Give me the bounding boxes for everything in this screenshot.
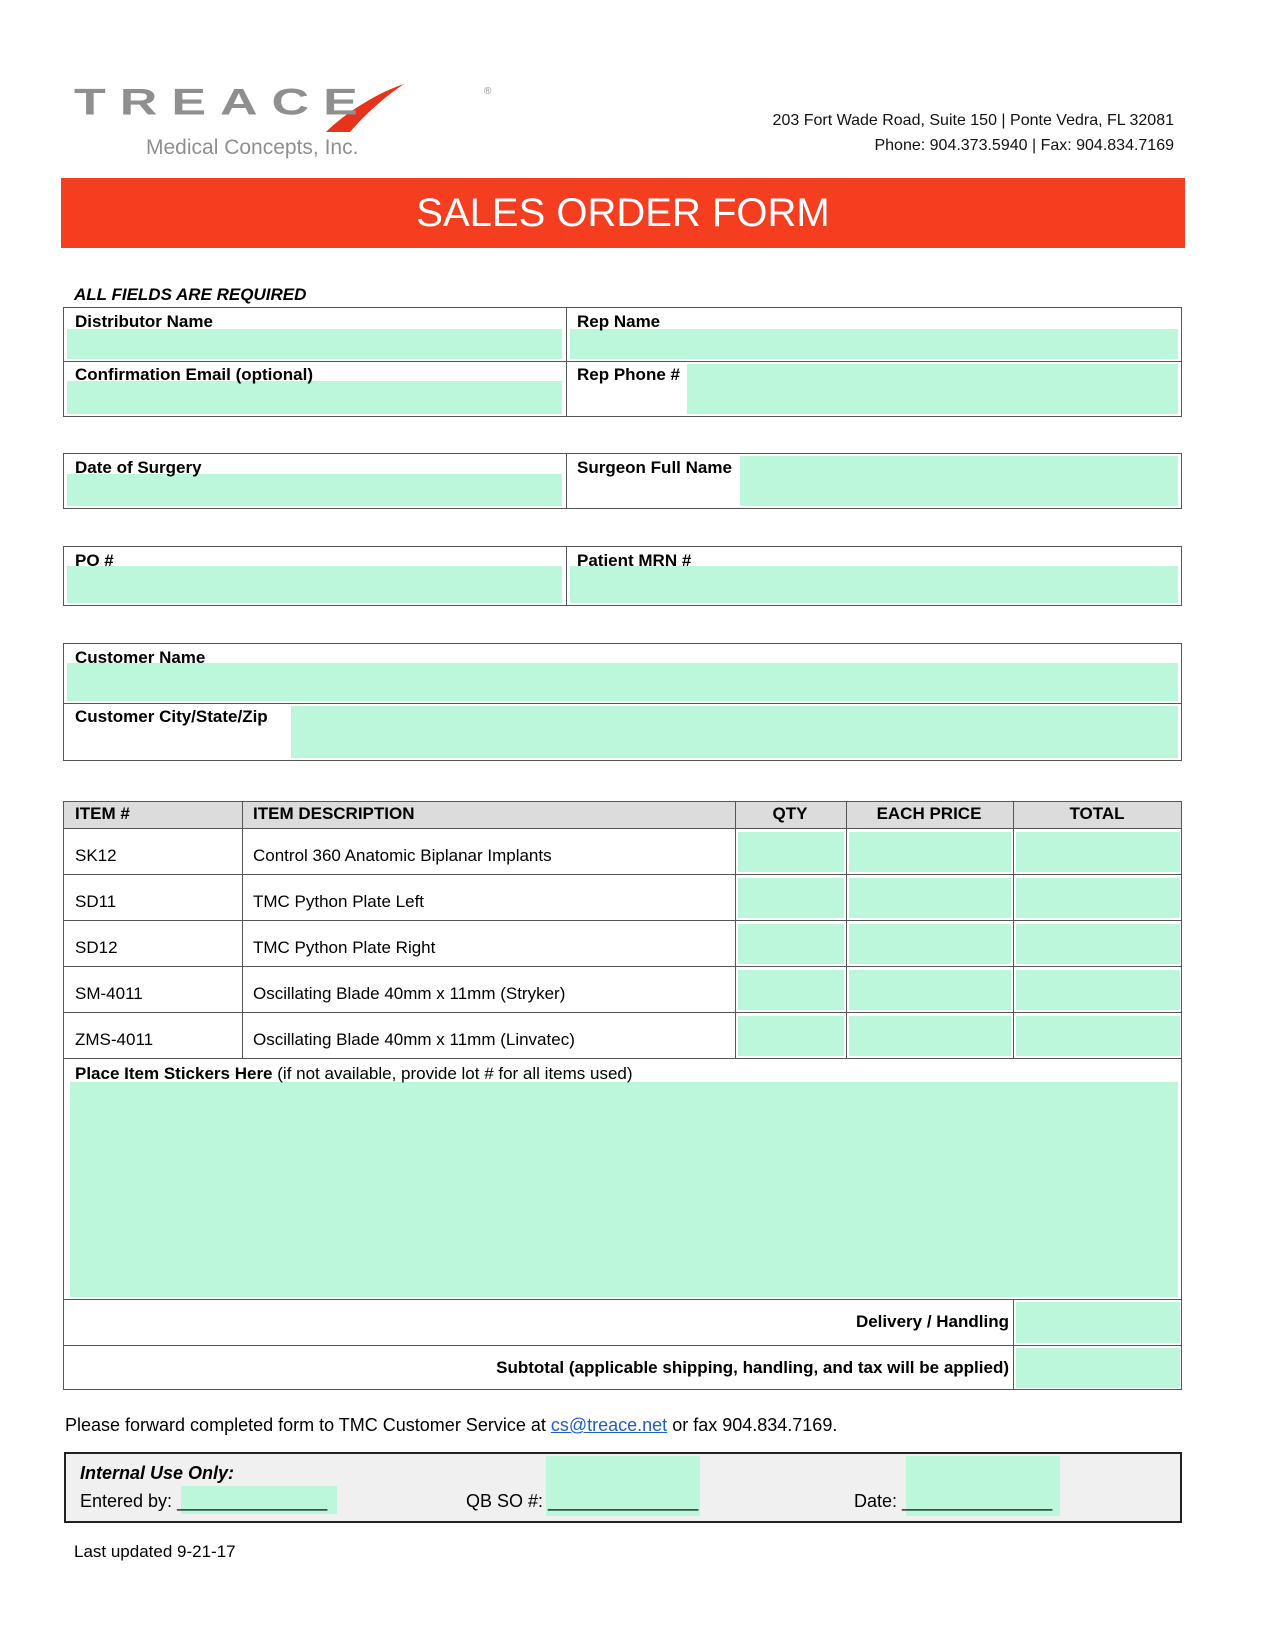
qb-so-field <box>466 1491 698 1511</box>
item-number: SM-4011 <box>75 984 143 1003</box>
col-header-description: ITEM DESCRIPTION <box>253 804 415 823</box>
customer-city-state-zip-input[interactable] <box>291 706 1178 758</box>
confirmation-email-label: Confirmation Email (optional) <box>75 365 313 384</box>
item-description: Oscillating Blade 40mm x 11mm (Stryker) <box>253 984 566 1003</box>
col-header-qty: QTY <box>772 804 808 823</box>
qty-input[interactable] <box>738 970 844 1010</box>
entered-by-field <box>80 1491 327 1511</box>
stickers-note: (if not available, provide lot # for all items used) <box>277 1064 633 1083</box>
each-price-input[interactable] <box>849 878 1011 918</box>
patient-mrn-label: Patient MRN # <box>577 551 692 570</box>
item-number: SD12 <box>75 938 118 957</box>
entered-by-label: Entered by: <box>80 1491 173 1511</box>
each-price-input[interactable] <box>849 970 1011 1010</box>
internal-date-label: Date: <box>854 1491 898 1511</box>
col-header-total: TOTAL <box>1069 804 1125 823</box>
subtotal-input[interactable] <box>1016 1348 1180 1388</box>
page-title: SALES ORDER FORM <box>416 191 830 235</box>
rep-phone-label: Rep Phone # <box>577 365 680 384</box>
company-phone-fax: Phone: 904.373.5940 | Fax: 904.834.7169 <box>874 137 1174 154</box>
qb-so-label: QB SO #: <box>466 1491 544 1511</box>
delivery-handling-label: Delivery / Handling <box>855 1312 1009 1331</box>
item-description: Oscillating Blade 40mm x 11mm (Linvatec) <box>253 1030 575 1049</box>
item-number: ZMS-4011 <box>75 1030 154 1049</box>
col-header-each-price: EACH PRICE <box>876 804 982 823</box>
forward-instructions <box>65 1415 837 1435</box>
rep-name-label: Rep Name <box>577 312 661 331</box>
item-description: Control 360 Anatomic Biplanar Implants <box>253 846 552 865</box>
qty-input[interactable] <box>738 924 844 964</box>
last-updated: Last updated 9-21-17 <box>74 1542 236 1561</box>
entered-by-input[interactable]: _______________ <box>177 1491 328 1511</box>
item-stickers-area[interactable] <box>70 1082 1178 1297</box>
stickers-label-bold: Place Item Stickers Here <box>75 1064 273 1083</box>
total-input[interactable] <box>1016 1016 1180 1056</box>
company-address: 203 Fort Wade Road, Suite 150 | Ponte Vedra, FL 32081 <box>772 112 1174 129</box>
surgeon-full-name-label: Surgeon Full Name <box>577 458 732 477</box>
confirmation-email-input[interactable] <box>67 381 562 414</box>
internal-date-input[interactable]: _______________ <box>902 1491 1053 1511</box>
total-input[interactable] <box>1016 878 1180 918</box>
each-price-input[interactable] <box>849 1016 1011 1056</box>
surgeon-full-name-input[interactable] <box>740 456 1178 506</box>
col-header-item: ITEM # <box>75 804 130 823</box>
logo-registered-mark: ® <box>484 86 492 97</box>
total-input[interactable] <box>1016 924 1180 964</box>
item-number: SD11 <box>75 892 117 911</box>
required-note: ALL FIELDS ARE REQUIRED <box>74 285 307 304</box>
qb-so-input[interactable]: _______________ <box>548 1491 699 1511</box>
forward-text-start: Please forward completed form to TMC Customer Service at <box>65 1415 546 1435</box>
patient-mrn-input[interactable] <box>570 566 1178 603</box>
each-price-input[interactable] <box>849 832 1011 872</box>
distributor-name-label: Distributor Name <box>75 312 213 331</box>
logo-wordmark: TREACE <box>74 81 372 124</box>
company-logo <box>74 78 504 168</box>
date-of-surgery-input[interactable] <box>67 474 562 506</box>
customer-city-state-zip-label: Customer City/State/Zip <box>75 707 268 726</box>
customer-name-label: Customer Name <box>75 648 206 667</box>
item-number: SK12 <box>75 846 117 865</box>
delivery-handling-input[interactable] <box>1016 1302 1180 1343</box>
customer-name-input[interactable] <box>67 663 1178 701</box>
internal-use-title: Internal Use Only: <box>80 1463 235 1483</box>
logo-subtitle: Medical Concepts, Inc. <box>146 136 359 159</box>
po-number-input[interactable] <box>67 566 562 603</box>
customer-service-email-link[interactable]: cs@treace.net <box>550 1415 668 1435</box>
rep-name-input[interactable] <box>570 329 1178 359</box>
each-price-input[interactable] <box>849 924 1011 964</box>
subtotal-label: Subtotal (applicable shipping, handling, and tax will be applied) <box>496 1358 1009 1377</box>
rep-phone-input[interactable] <box>687 364 1178 414</box>
forward-text-end: or fax 904.834.7169. <box>672 1415 838 1435</box>
item-description: TMC Python Plate Right <box>253 938 436 957</box>
qty-input[interactable] <box>738 1016 844 1056</box>
date-of-surgery-label: Date of Surgery <box>75 458 202 477</box>
qty-input[interactable] <box>738 878 844 918</box>
distributor-name-input[interactable] <box>67 329 562 359</box>
total-input[interactable] <box>1016 832 1180 872</box>
total-input[interactable] <box>1016 970 1180 1010</box>
po-number-label: PO # <box>75 551 114 570</box>
stickers-label <box>75 1064 633 1084</box>
item-description: TMC Python Plate Left <box>253 892 425 911</box>
qty-input[interactable] <box>738 832 844 872</box>
title-banner <box>61 178 1185 248</box>
internal-date-field <box>854 1491 1052 1511</box>
